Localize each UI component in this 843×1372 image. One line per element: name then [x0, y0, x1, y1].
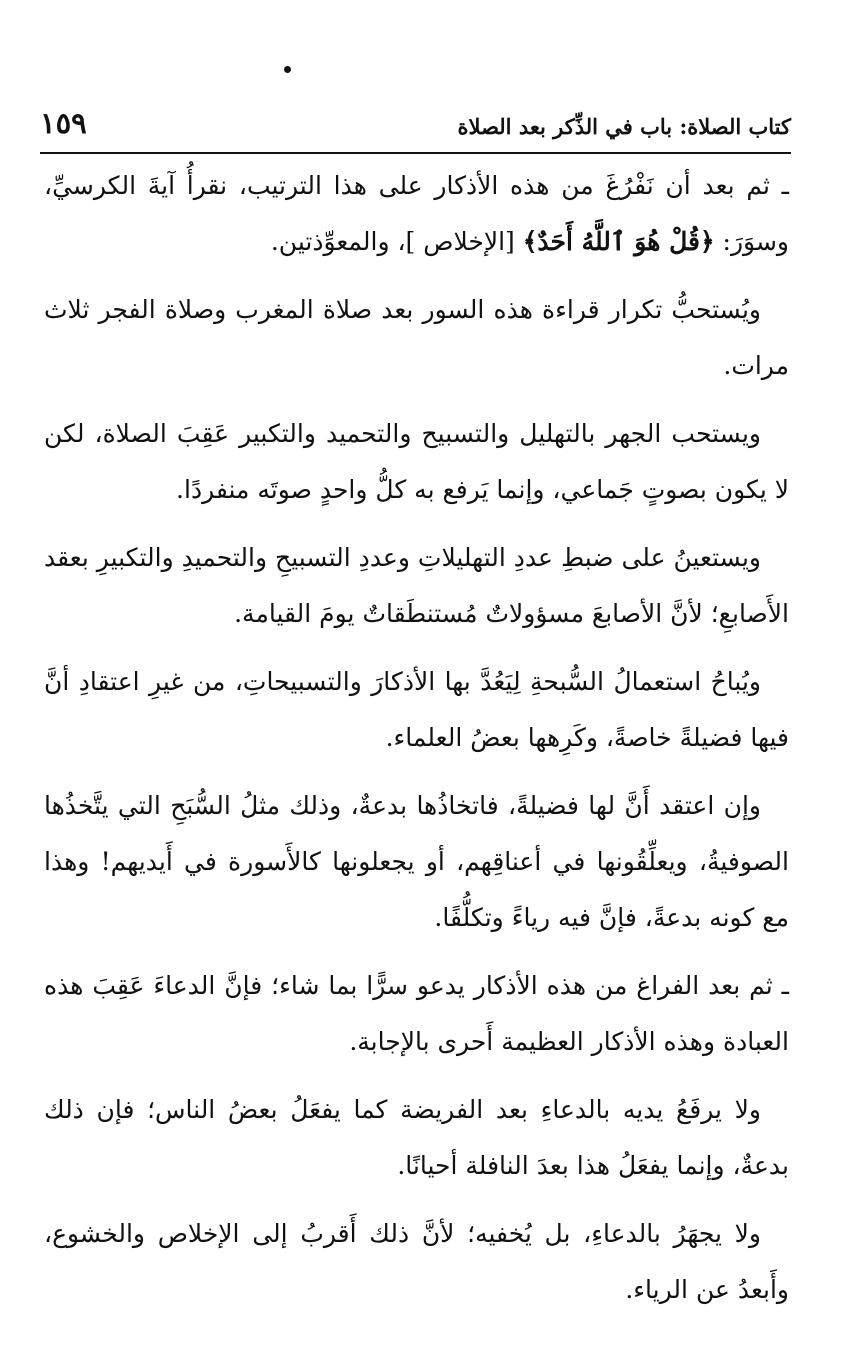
paragraph-text: ـ ثم بعد أن نَفْرُغَ من هذه الأذكار على هذا الترتيب، نقرأُ آيةَ الكرسيِّ، وسوَرَ: [44, 171, 789, 256]
paragraph-ayat-al-kursi [44, 158, 789, 270]
quran-verse: ﴿قُلْ هُوَ ٱللَّهُ أَحَدٌ﴾ [522, 227, 715, 256]
page-number: ١٥٩ [40, 106, 87, 140]
paragraph-finger-counting: ويستعينُ على ضبطِ عددِ التهليلاتِ وعددِ التسبيحِ والتحميدِ والتكبيرِ بعقد الأَصابعِ؛ لأنَّ الأصابعَ مسؤولاتٌ مُستنطَقاتٌ يومَ القيامة. [44, 543, 789, 628]
page-body [44, 158, 789, 1330]
paragraph-repeat-surahs: ويُستحبُّ تكرار قراءة هذه السور بعد صلاة المغرب وصلاة الفجر ثلاث مرات. [44, 295, 789, 380]
paragraph-prayer-beads: ويُباحُ استعمالُ السُّبحةِ لِيَعُدَّ بها الأذكارَ والتسبيحاتِ، من غيرِ اعتقادِ أنَّ فيها فضيلةً خاصةً، وكَرِهها بعضُ العلماء. [44, 667, 789, 752]
header-rule [40, 152, 791, 154]
paragraph-text: [الإخلاص ]، والمعوِّذتين. [270, 227, 523, 256]
ink-dot [284, 66, 291, 73]
page-header [40, 100, 791, 150]
paragraph-supplication: ـ ثم بعد الفراغ من هذه الأذكار يدعو سرًّا بما شاء؛ فإنَّ الدعاءَ عَقِبَ هذه العبادة وهذه الأذكار العظيمة أَحرى بالإجابة. [44, 971, 789, 1056]
paragraph-raising-hands: ولا يرفَعُ يديه بالدعاءِ بعد الفريضة كما يفعَلُ بعضُ الناس؛ فإن ذلك بدعةٌ، وإنما يفعَلُ هذا بعدَ النافلة أحيانًا. [44, 1095, 789, 1180]
paragraph-beads-innovation: وإن اعتقد أَنَّ لها فضيلةً، فاتخاذُها بدعةٌ، وذلك مثلُ السُّبَحِ التي يتَّخذُها الصوفيةُ، ويعلِّقُونها في أعناقِهم، أو يجعلونها كالأَسورة في أَيديهم! وهذا مع كونه بدعةً، فإنَّ فيه رياءً وتكلُّفًا. [44, 791, 789, 932]
running-title: كتاب الصلاة: باب في الذِّكر بعد الصلاة [457, 114, 791, 139]
paragraph-audible-dhikr: ويستحب الجهر بالتهليل والتسبيح والتحميد والتكبير عَقِبَ الصلاة، لكن لا يكون بصوتٍ جَماعي، وإنما يَرفع به كلُّ واحدٍ صوتَه منفردًا. [44, 419, 789, 504]
paragraph-silent-dua: ولا يجهَرُ بالدعاءِ، بل يُخفيه؛ لأنَّ ذلك أَقربُ إلى الإخلاص والخشوع، وأَبعدُ عن الرياء. [44, 1219, 789, 1304]
